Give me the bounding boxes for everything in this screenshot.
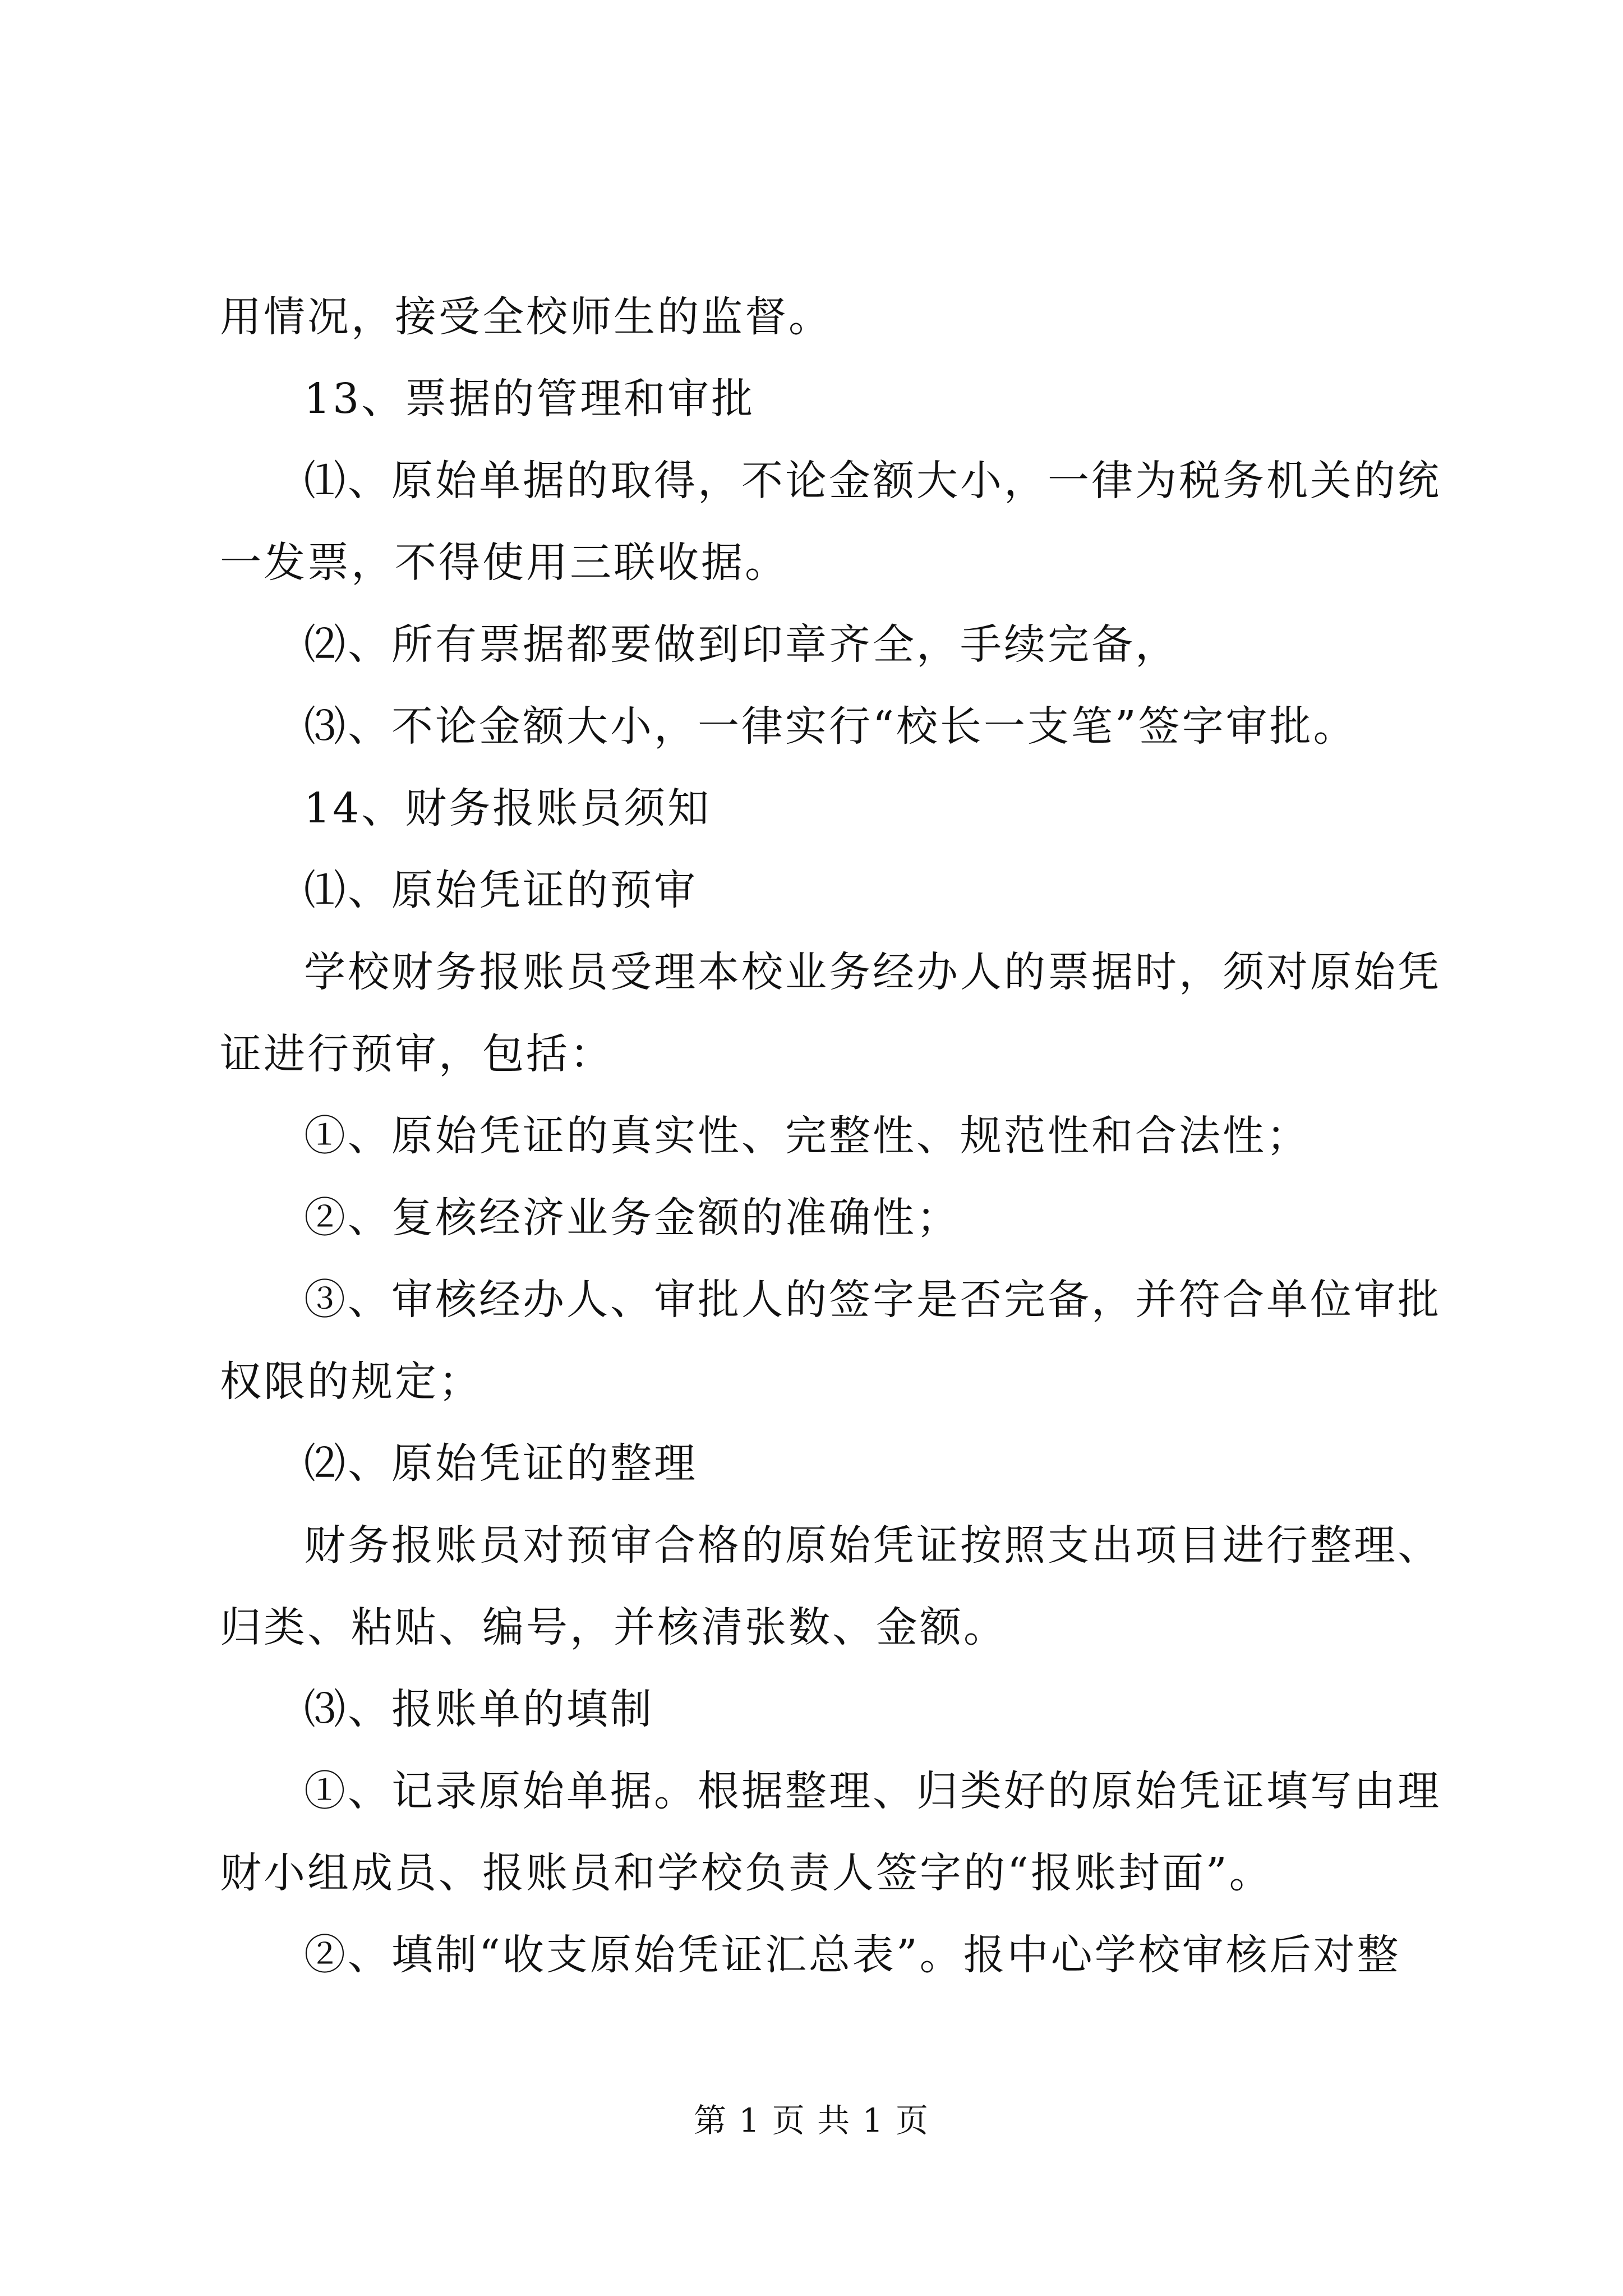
text-line: 权限的规定； [220,1358,482,1406]
section-heading: 13、票据的管理和审批 [304,375,755,423]
text-line: 财务报账员对预审合格的原始凭证按照支出项目进行整理、 [304,1521,1441,1570]
page-footer: 第 1 页 共 1 页 [694,2101,929,2139]
text-line: 证进行预审，包括： [220,1030,614,1078]
text-line: 归类、粘贴、编号，并核清张数、金额。 [220,1603,1007,1651]
text-line: ②、填制“收支原始凭证汇总表”。报中心学校审核后对整 [304,1931,1401,1979]
text-line: 学校财务报账员受理本校业务经办人的票据时，须对原始凭 [304,948,1441,996]
text-line: 用情况，接受全校师生的监督。 [220,293,832,341]
text-line: ①、记录原始单据。根据整理、归类好的原始凭证填写由理 [304,1767,1441,1815]
document-body [220,276,1441,1996]
section-heading: 14、财务报账员须知 [304,784,712,832]
text-line: ②、复核经济业务金额的准确性； [304,1194,960,1242]
text-line: ⑴、原始单据的取得，不论金额大小，一律为税务机关的统 [304,457,1441,505]
subsection-heading: ⑶、报账单的填制 [304,1685,654,1733]
text-line: ①、原始凭证的真实性、完整性、规范性和合法性； [304,1112,1310,1160]
text-line: ⑶、不论金额大小，一律实行“校长一支笔”签字审批。 [304,702,1357,751]
subsection-heading: ⑴、原始凭证的预审 [304,866,698,914]
text-line: ⑵、所有票据都要做到印章齐全，手续完备， [304,620,1179,669]
text-line: 一发票，不得使用三联收据。 [220,539,789,587]
subsection-heading: ⑵、原始凭证的整理 [304,1439,698,1488]
text-line: ③、审核经办人、审批人的签字是否完备，并符合单位审批 [304,1276,1441,1324]
text-line: 财小组成员、报账员和学校负责人签字的“报账封面”。 [220,1849,1273,1897]
